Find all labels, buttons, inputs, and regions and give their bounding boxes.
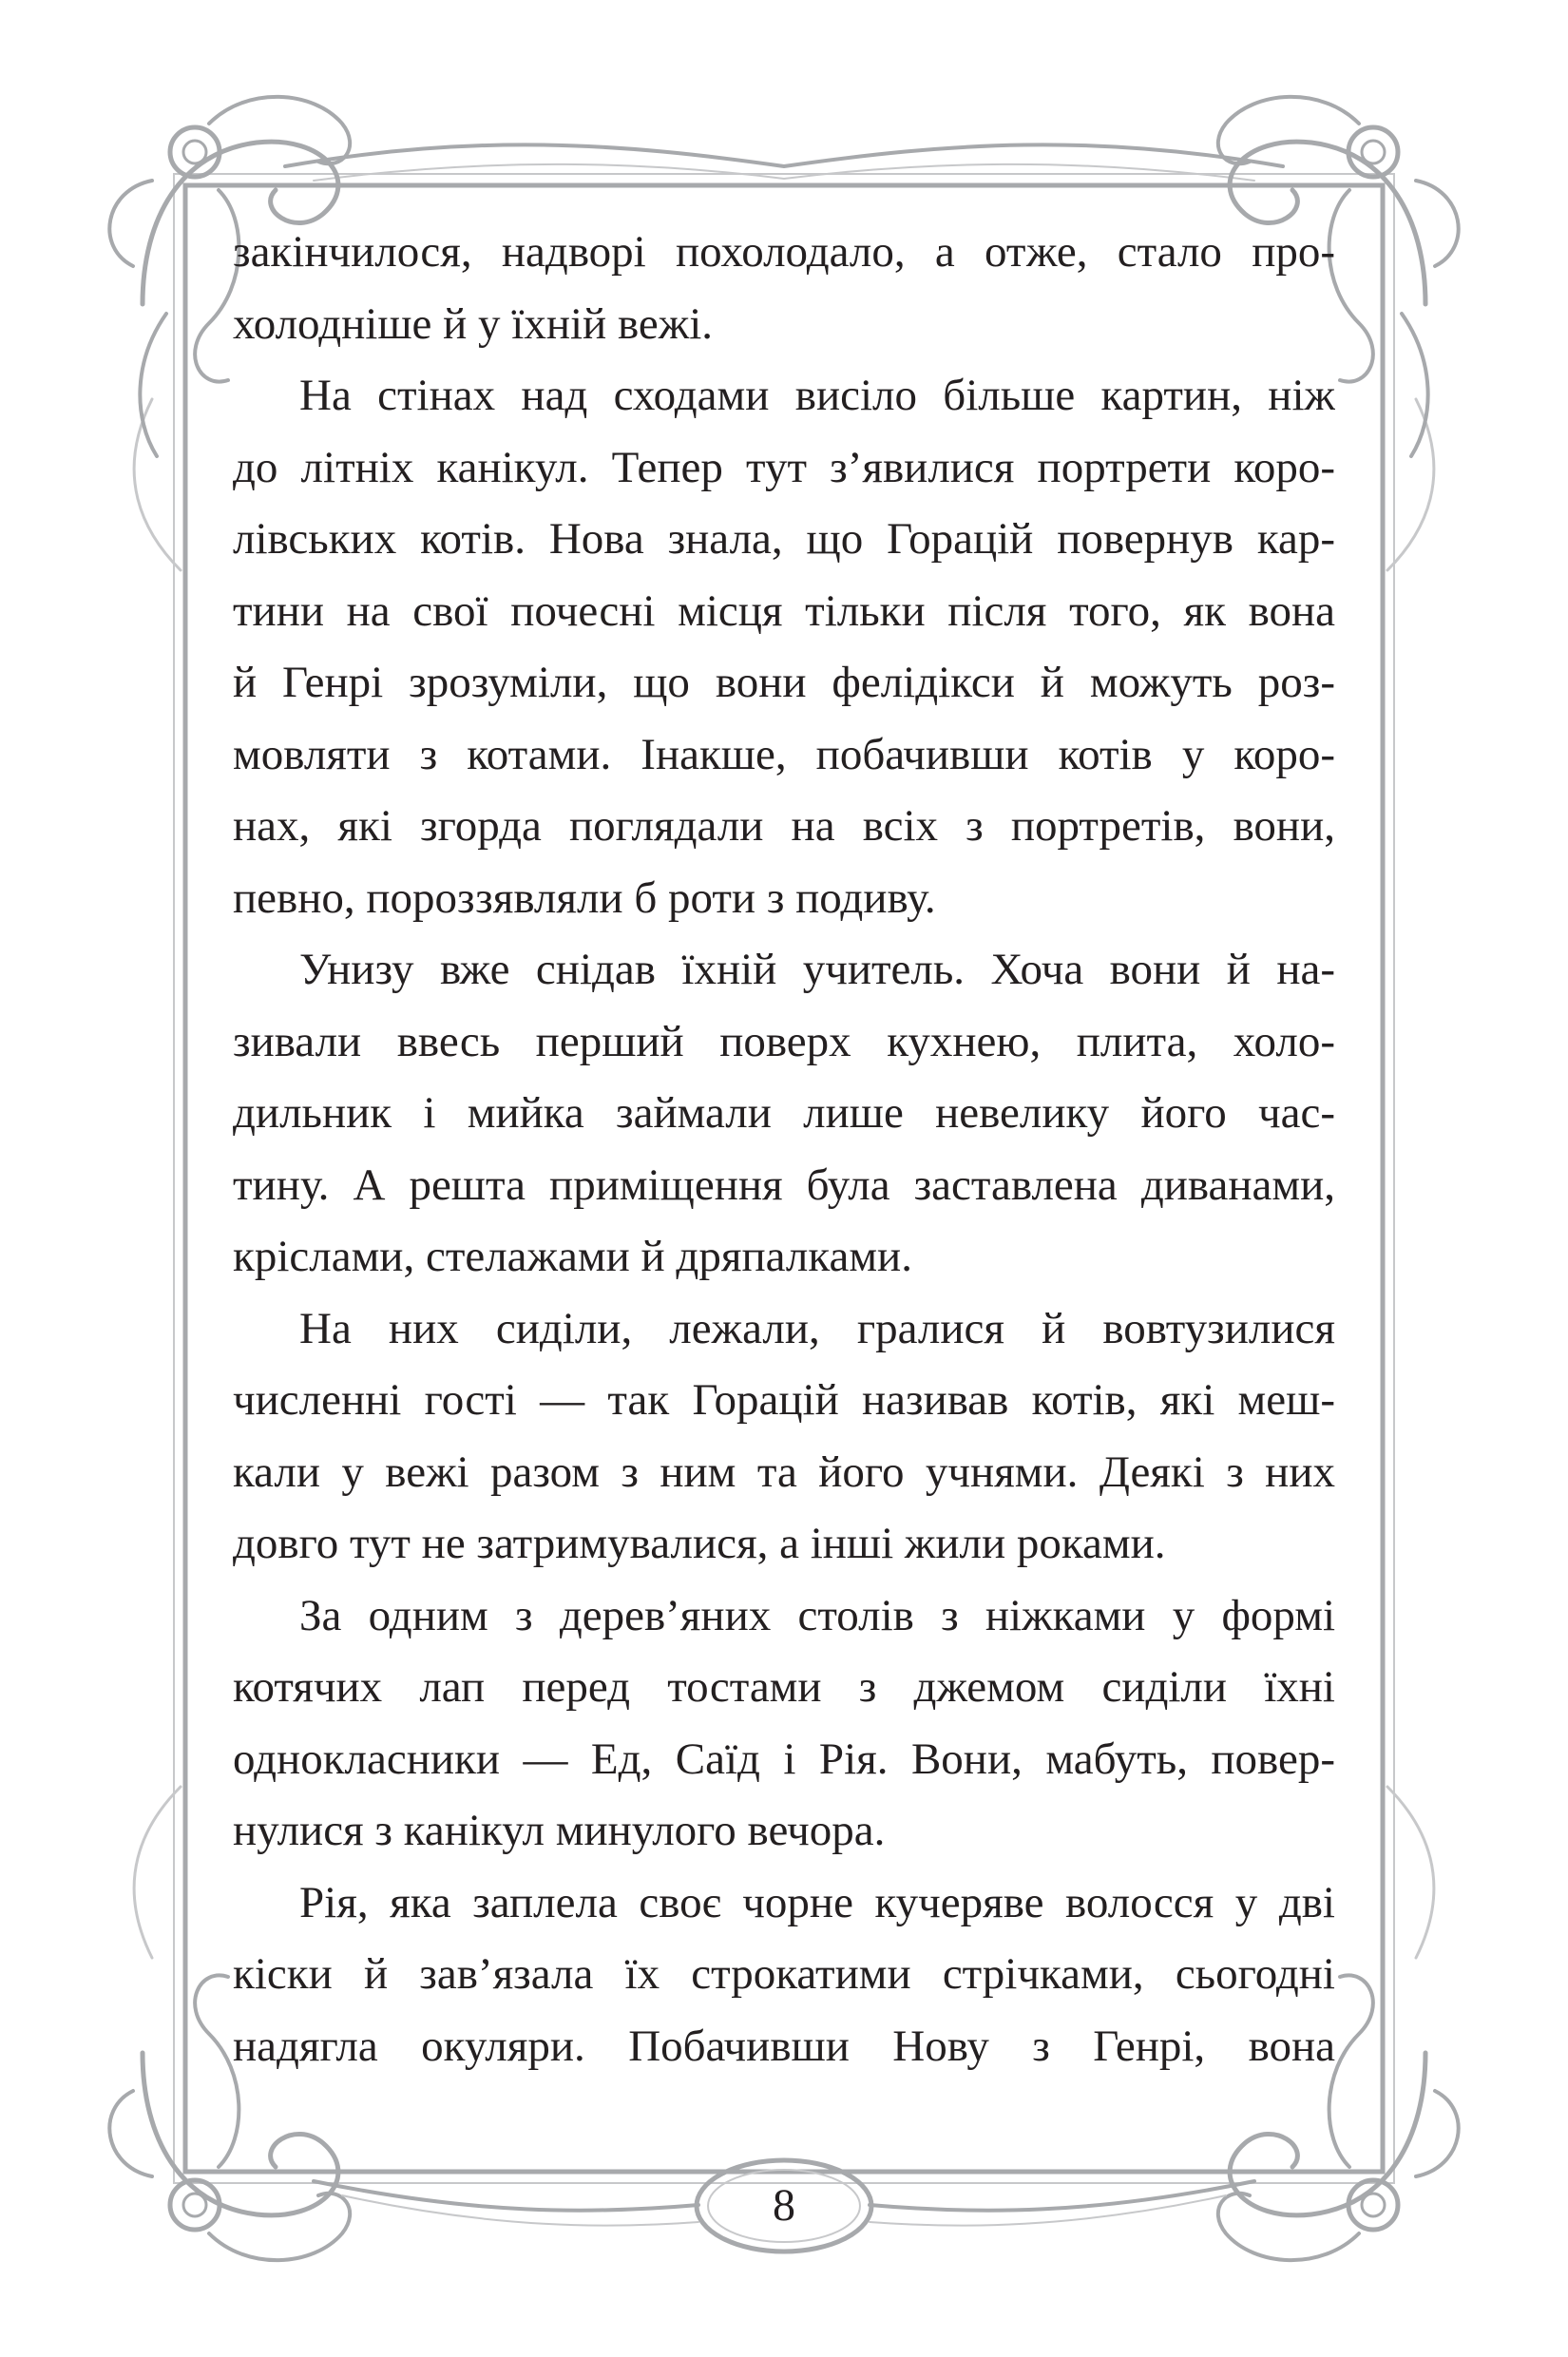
text-line: кіски й зав’язала їх строкатими стрічками, сьогодні	[233, 1949, 1335, 1999]
body-text	[233, 217, 1335, 2082]
text-line: й Генрі зрозуміли, що вони фелідікси й можуть роз-	[233, 658, 1335, 707]
text-line: певно, пороззявляли б роти з подиву.	[233, 872, 936, 923]
text-line: довго тут не затримувалися, а інші жили роками.	[233, 1519, 1166, 1568]
text-line: дильник і мийка займали лише невелику його час-	[233, 1088, 1335, 1138]
text-line: численні гості — так Горацій називав котів, які меш-	[233, 1375, 1335, 1425]
text-line: Унизу вже снідав їхній учитель. Хоча вони й на-	[299, 945, 1335, 994]
text-line: Рія, яка заплела своє чорне кучеряве волосся у дві	[299, 1877, 1335, 1927]
text-line: надягла окуляри. Побачивши Нову з Генрі, вона	[233, 2021, 1335, 2071]
text-line: мовляти з котами. Інакше, побачивши котів у коро-	[233, 729, 1335, 779]
text-line: кріслами, стелажами й дряпалками.	[233, 1232, 912, 1281]
text-line: котячих лап перед тостами з джемом сиділи їхні	[233, 1662, 1335, 1712]
text-line: На них сиділи, лежали, гралися й вовтузилися	[299, 1303, 1335, 1353]
text-line: На стінах над сходами висіло більше картин, ніж	[299, 371, 1335, 420]
page-number: 8	[773, 2180, 795, 2231]
text-line: тину. А решта приміщення була заставлена диванами,	[233, 1159, 1335, 1210]
text-line: нулися з канікул минулого вечора.	[233, 1806, 886, 1855]
text-line: холодніше й у їхній вежі.	[233, 298, 713, 349]
text-line: нах, які згорда поглядали на всіх з портретів, вони,	[233, 801, 1335, 851]
text-line: закінчилося, надворі похолодало, а отже, стало про-	[233, 227, 1335, 277]
text-line: однокласники — Ед, Саїд і Рія. Вони, мабуть, повер-	[233, 1734, 1335, 1784]
text-line: лівських котів. Нова знала, що Горацій повернув кар-	[233, 514, 1335, 564]
text-line: зивали ввесь перший поверх кухнею, плита, холо-	[233, 1016, 1335, 1066]
text-line: тини на свої почесні місця тільки після того, як вона	[233, 585, 1335, 636]
text-line: кали у вежі разом з ним та його учнями. Деякі з них	[233, 1447, 1335, 1497]
text-line: За одним з дерев’яних столів з ніжками у формі	[299, 1590, 1335, 1640]
text-line: до літніх канікул. Тепер тут з’явилися портрети коро-	[233, 442, 1335, 492]
